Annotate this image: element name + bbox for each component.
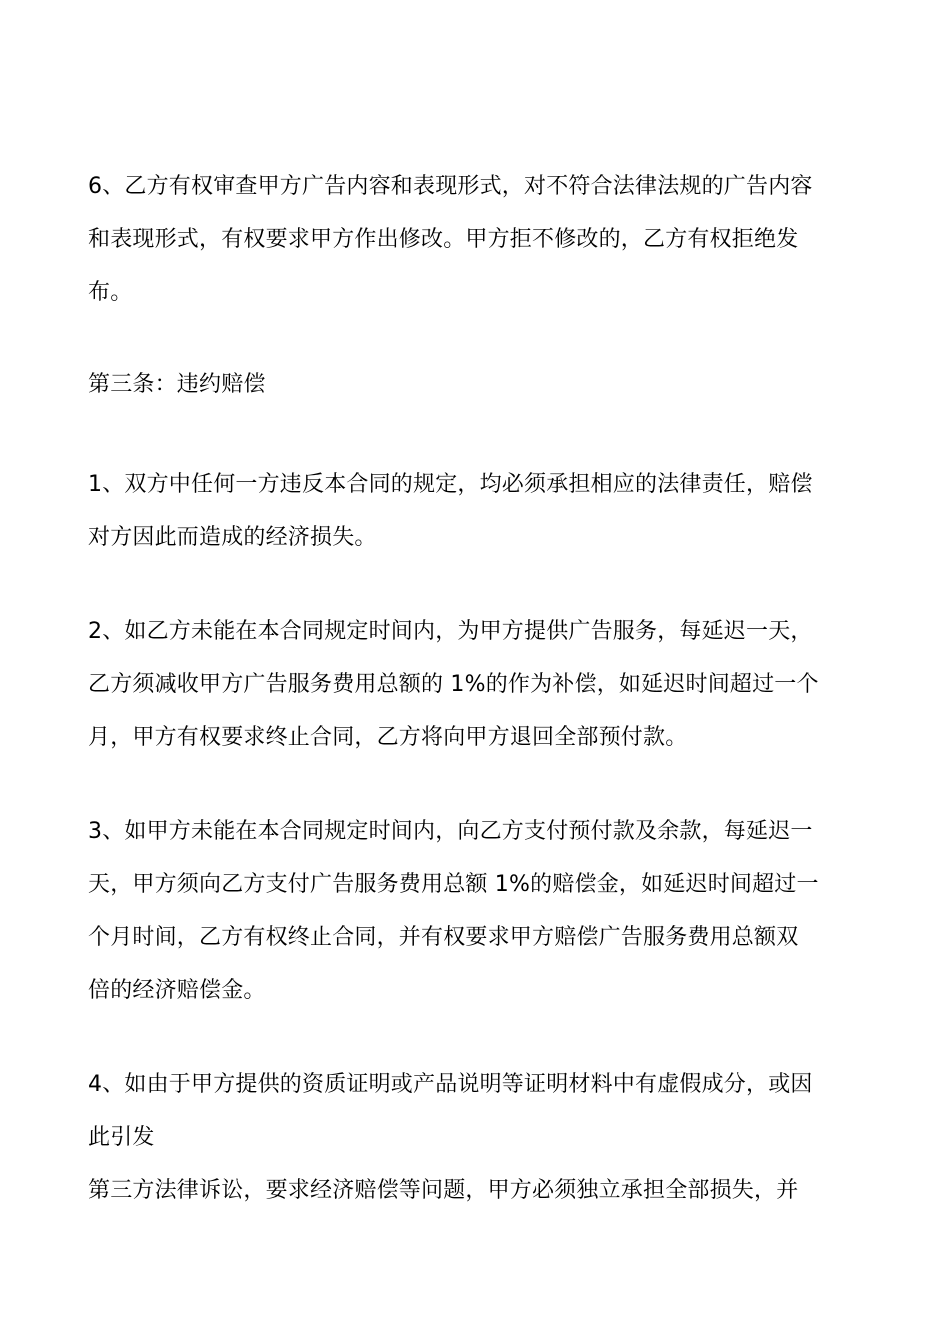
section-heading-text: 第三条：违约赔偿	[88, 372, 266, 397]
section-heading	[88, 358, 864, 411]
clause-3-line-4: 倍的经济赔偿金。	[88, 978, 266, 1003]
paragraph-6-line-3: 布。	[88, 280, 133, 305]
clause-1-line-2: 对方因此而造成的经济损失。	[88, 525, 377, 550]
clause-2-line-2: 乙方须减收甲方广告服务费用总额的 1%的作为补偿，如延迟时间超过一个	[88, 672, 819, 697]
clause-2-line-3: 月，甲方有权要求终止合同，乙方将向甲方退回全部预付款。	[88, 725, 688, 750]
paragraph-6-line-2: 和表现形式，有权要求甲方作出修改。甲方拒不修改的，乙方有权拒绝发	[88, 227, 799, 252]
clause-3-line-1: 3、如甲方未能在本合同规定时间内，向乙方支付预付款及余款，每延迟一	[88, 819, 813, 844]
clause-4-line-3: 第三方法律诉讼，要求经济赔偿等问题，甲方必须独立承担全部损失，并	[88, 1178, 799, 1203]
clause-1	[88, 458, 864, 564]
clause-1-line-1: 1、双方中任何一方违反本合同的规定，均必须承担相应的法律责任，赔偿	[88, 472, 813, 497]
clause-3-line-3: 个月时间，乙方有权终止合同，并有权要求甲方赔偿广告服务费用总额双	[88, 925, 799, 950]
clause-4-line-1: 4、如由于甲方提供的资质证明或产品说明等证明材料中有虚假成分，或因	[88, 1072, 813, 1097]
clause-4-line-2: 此引发	[88, 1125, 155, 1150]
clause-3-line-2: 天，甲方须向乙方支付广告服务费用总额 1%的赔偿金，如延迟时间超过一	[88, 872, 819, 897]
paragraph-6-line-1: 6、乙方有权审查甲方广告内容和表现形式，对不符合法律法规的广告内容	[88, 174, 813, 199]
clause-3	[88, 805, 864, 1017]
paragraph-6	[88, 160, 864, 319]
clause-4	[88, 1058, 864, 1217]
clause-2-line-1: 2、如乙方未能在本合同规定时间内，为甲方提供广告服务，每延迟一天，	[88, 619, 813, 644]
clause-2	[88, 605, 864, 764]
